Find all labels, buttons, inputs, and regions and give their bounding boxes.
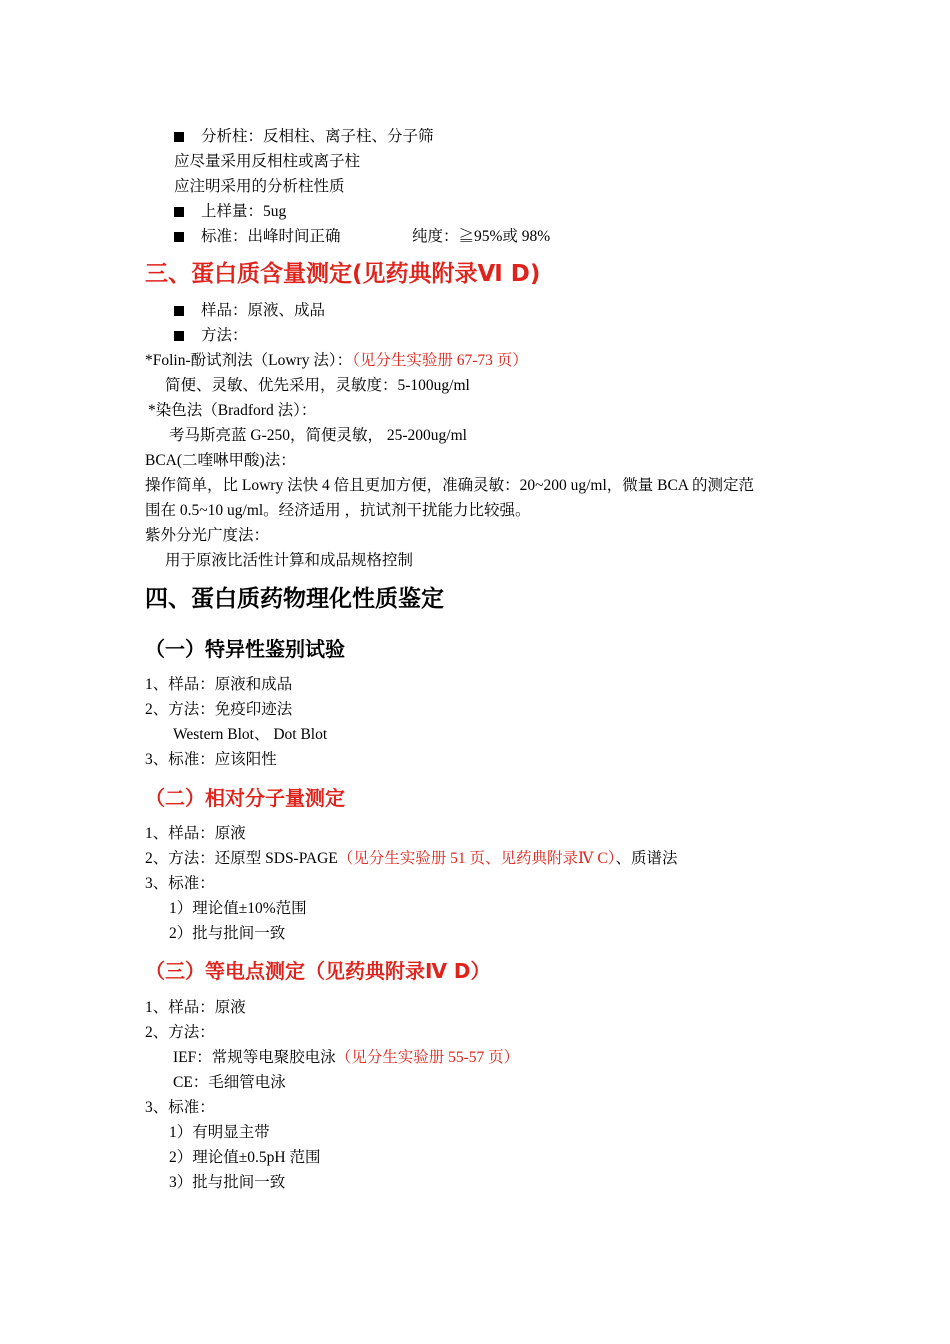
folin-reference: （见分生实验册 67-73 页） xyxy=(352,352,528,369)
sub3-line-1: 1、样品：原液 xyxy=(145,999,246,1016)
column-note-1: 应尽量采用反相柱或离子柱 xyxy=(174,153,361,170)
column-note-2: 应注明采用的分析柱性质 xyxy=(174,178,345,195)
sub3-line-7: 2）理论值±0.5pH 范围 xyxy=(169,1149,321,1166)
sub1-line-1: 1、样品：原液和成品 xyxy=(145,676,293,693)
bradford-description: 考马斯亮蓝 G-250，简便灵敏， 25-200ug/ml xyxy=(169,427,467,444)
bullet-line-method xyxy=(174,326,248,346)
uv-line: 紫外分光广度法： xyxy=(145,527,270,544)
purity-text: 纯度：≧95%或 98% xyxy=(412,228,551,245)
sub2-reference: （见分生实验册 51 页、见药典附录Ⅳ C） xyxy=(337,850,616,867)
square-bullet-icon xyxy=(174,207,184,217)
ief-method: IEF：常规等电聚胶电泳 xyxy=(173,1049,336,1066)
sub2-line-2 xyxy=(145,849,678,869)
sub3-line-5: 3、标准： xyxy=(145,1099,215,1116)
bca-description-2: 围在 0.5~10 ug/ml。经济适用 ，抗试剂干扰能力比较强。 xyxy=(145,502,531,519)
sub3-line-4: CE：毛细管电泳 xyxy=(173,1074,286,1091)
sub1-line-2: 2、方法：免疫印迹法 xyxy=(145,701,293,718)
sub3-line-6: 1）有明显主带 xyxy=(169,1124,270,1141)
section-3-heading: 三、蛋白质含量测定(见药典附录Ⅵ D) xyxy=(145,261,541,287)
square-bullet-icon xyxy=(174,331,184,341)
sample-text: 样品：原液、成品 xyxy=(201,302,326,319)
folin-line xyxy=(145,351,528,371)
bullet-line-column xyxy=(174,127,434,147)
sub2-line-1: 1、样品：原液 xyxy=(145,825,246,842)
sub2-line-4: 1）理论值±10%范围 xyxy=(169,900,307,917)
sub1-line-3: Western Blot、 Dot Blot xyxy=(173,726,328,743)
bullet-line-standard xyxy=(174,227,341,247)
standard-text: 标准：出峰时间正确 xyxy=(201,228,341,245)
folin-method: *Folin-酚试剂法（Lowry 法）： xyxy=(145,352,353,369)
subsection-1-heading: （一）特异性鉴别试验 xyxy=(145,637,345,661)
square-bullet-icon xyxy=(174,232,184,242)
sub2-method-extra: 、质谱法 xyxy=(615,850,678,867)
sub1-line-4: 3、标准：应该阳性 xyxy=(145,751,277,768)
ief-reference: （见分生实验册 55-57 页） xyxy=(335,1049,520,1066)
sub3-title-reference: （见药典附录Ⅳ D） xyxy=(305,959,491,983)
method-text: 方法： xyxy=(201,327,248,344)
subsection-2-heading: （二）相对分子量测定 xyxy=(145,786,345,810)
sub2-method: 2、方法：还原型 SDS-PAGE xyxy=(145,850,338,867)
sub3-line-2: 2、方法： xyxy=(145,1024,215,1041)
bullet-line-load xyxy=(174,202,286,222)
sub2-line-3: 3、标准： xyxy=(145,875,215,892)
section-4-heading: 四、蛋白质药物理化性质鉴定 xyxy=(145,586,444,612)
bradford-line: *染色法（Bradford 法）： xyxy=(148,402,317,419)
sub3-line-3 xyxy=(173,1048,519,1068)
square-bullet-icon xyxy=(174,306,184,316)
bullet-line-sample xyxy=(174,301,325,321)
column-text: 分析柱：反相柱、离子柱、分子筛 xyxy=(201,128,434,145)
uv-description: 用于原液比活性计算和成品规格控制 xyxy=(165,552,414,569)
bca-line: BCA(二喹啉甲酸)法： xyxy=(145,452,296,469)
folin-description: 简便、灵敏、优先采用，灵敏度：5-100ug/ml xyxy=(165,377,470,394)
sub3-line-8: 3）批与批间一致 xyxy=(169,1174,286,1191)
square-bullet-icon xyxy=(174,132,184,142)
subsection-3-heading xyxy=(145,958,491,984)
load-text: 上样量：5ug xyxy=(201,203,287,220)
sub3-title: （三）等电点测定 xyxy=(145,959,305,983)
bca-description-1: 操作简单，比 Lowry 法快 4 倍且更加方便，准确灵敏：20~200 ug/ml，微量 BCA 的测定范 xyxy=(145,477,755,494)
sub2-line-5: 2）批与批间一致 xyxy=(169,925,286,942)
